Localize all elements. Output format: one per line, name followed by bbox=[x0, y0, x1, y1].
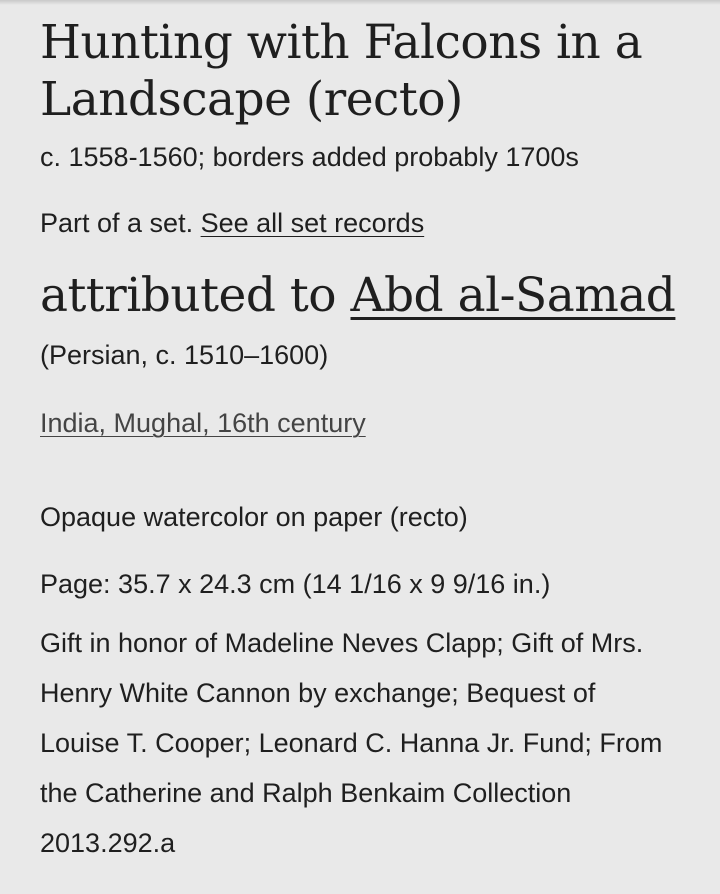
medium: Opaque watercolor on paper (recto) bbox=[40, 502, 468, 532]
artwork-date: c. 1558-1560; borders added probably 1700s bbox=[40, 142, 579, 172]
set-prefix: Part of a set. bbox=[40, 208, 194, 238]
dimensions: Page: 35.7 x 24.3 cm (14 1/16 x 9 9/16 in.) bbox=[40, 569, 551, 599]
attribution bbox=[40, 268, 680, 324]
culture bbox=[40, 406, 680, 440]
artist-link[interactable]: Abd al-Samad bbox=[350, 268, 676, 323]
credit-line: Gift in honor of Madeline Neves Clapp; Gift of Mrs. Henry White Cannon by exchange; Bequest of Louise T. Cooper; Leonard C. Hanna Jr. Fund; From the Catherine and Ralph Benkaim Collection 2013.292.a bbox=[40, 628, 663, 858]
artist-nationality: (Persian, c. 1510–1600) bbox=[40, 340, 329, 370]
artwork-title: Hunting with Falcons in a Landscape (recto) bbox=[40, 15, 643, 127]
attribution-prefix: attributed to bbox=[40, 268, 337, 323]
see-all-set-records-link[interactable]: See all set records bbox=[200, 208, 425, 238]
top-shadow bbox=[0, 0, 720, 5]
set-info bbox=[40, 206, 680, 240]
culture-link[interactable]: India, Mughal, 16th century bbox=[40, 408, 366, 438]
